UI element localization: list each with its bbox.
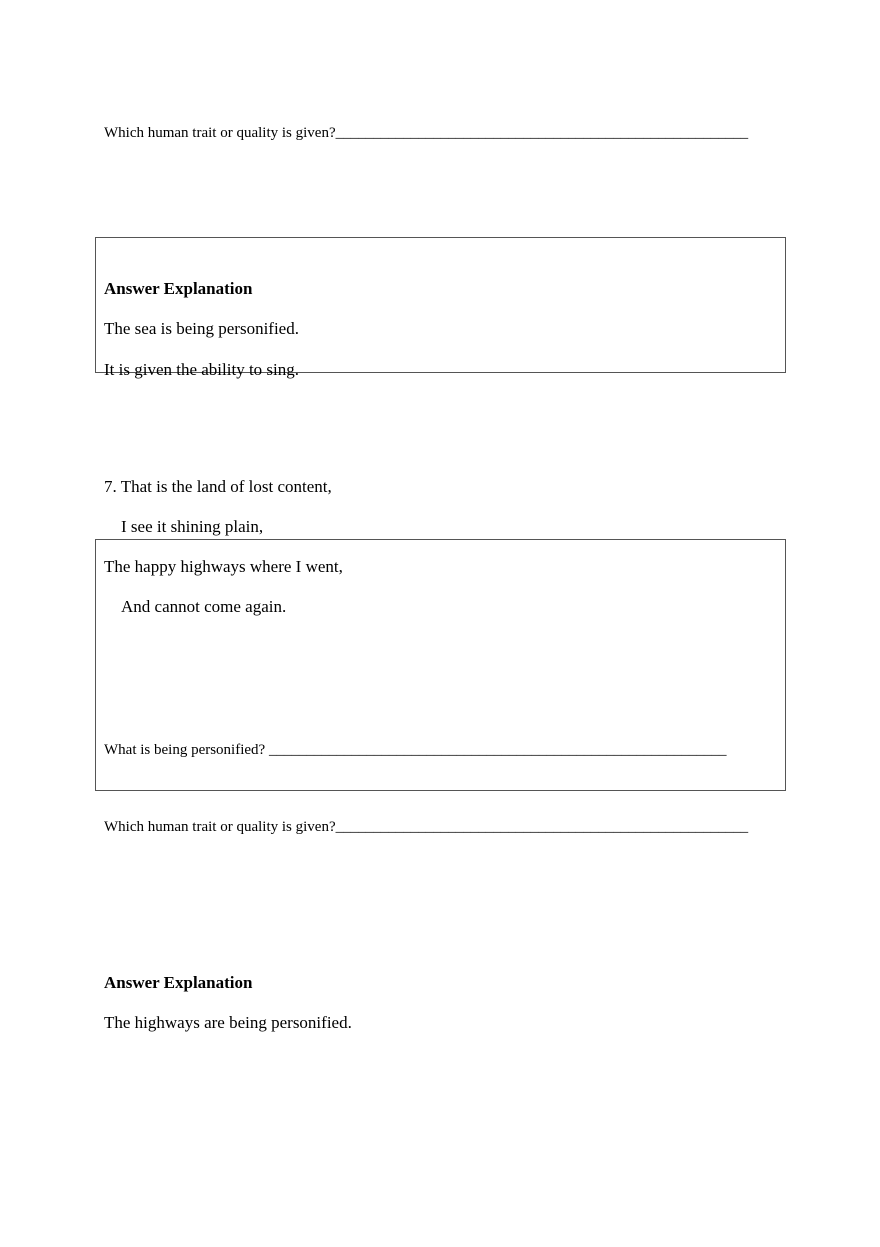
answer-explanation-line: The sea is being personified. [104,319,299,338]
answer-explanation-heading: Answer Explanation [104,973,253,992]
q7-poem-line: The happy highways where I went, [104,557,343,576]
q7-personified-prompt: What is being personified? _____________________________________________________________ [104,742,727,758]
answer-explanation-box [95,237,786,373]
q7-poem-line: 7. That is the land of lost content, [104,477,332,496]
q7-poem-line: And cannot come again. [121,597,287,616]
q6-trait-prompt: Which human trait or quality is given?_______________________________________________________ [104,125,749,141]
answer-explanation-heading: Answer Explanation [104,279,253,298]
q7-poem-line: I see it shining plain, [121,517,264,536]
answer-explanation-line: It is given the ability to sing. [104,360,300,379]
answer-explanation-line: The highways are being personified. [104,1013,352,1032]
q7-trait-prompt: Which human trait or quality is given?_______________________________________________________ [104,819,749,835]
